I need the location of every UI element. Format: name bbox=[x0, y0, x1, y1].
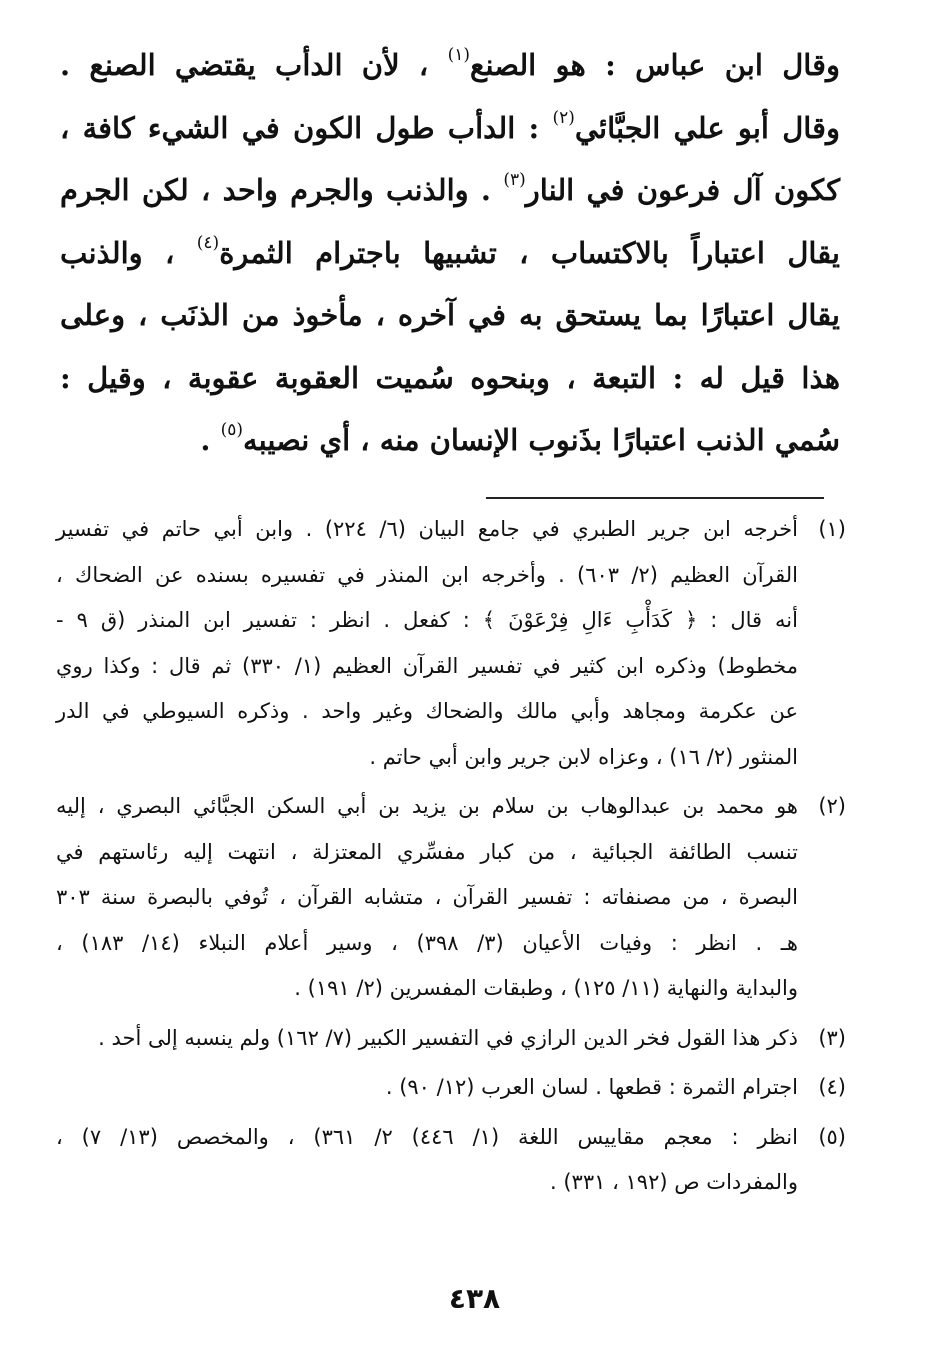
footnote-2 bbox=[56, 784, 846, 1012]
footnote-5 bbox=[56, 1115, 846, 1206]
footnote-ref[interactable]: (٥) bbox=[220, 420, 244, 441]
footnote-line: البصرة ، من مصنفاته : تفسير القرآن ، متشابه القرآن ، تُوفي بالبصرة سنة ٣٠٣ bbox=[56, 885, 798, 909]
footnote-ref[interactable]: (٢) bbox=[552, 107, 575, 128]
footnote-number: (٣) bbox=[818, 1025, 846, 1050]
footnote-4 bbox=[56, 1065, 846, 1111]
footnote-1 bbox=[56, 507, 846, 780]
footnote-line: هو محمد بن عبدالوهاب بن سلام بن يزيد بن أبي السكن الجبَّائي البصري ، إليه bbox=[56, 794, 798, 818]
main-line: ككون آل فرعون في النار$^{(٣)}$ . والذنب والجرم واحد ، لكن الجرم bbox=[60, 170, 841, 207]
main-line: هذا قيل له : التبعة ، وبنحوه سُميت العقوبة عقوبة ، وقيل : bbox=[60, 360, 840, 395]
footnote-body bbox=[56, 1115, 798, 1206]
footnote-ref[interactable]: (١) bbox=[447, 45, 471, 66]
main-line: يقال اعتبارًا بما يستحق به في آخره ، مأخوذ من الذنَب ، وعلى bbox=[60, 298, 840, 332]
footnote-number: (٥) bbox=[818, 1124, 846, 1149]
page-number: ٤٣٨ bbox=[448, 1282, 501, 1315]
footnote-line: ذكر هذا القول فخر الدين الرازي في التفسير الكبير (٧/ ١٦٢) ولم ينسبه إلى أحد . bbox=[98, 1025, 798, 1050]
main-line: وقال ابن عباس : هو الصنع$^{(١)}$ ، لأن الدأب يقتضي الصنع . bbox=[60, 45, 840, 82]
footnote-line: والمفردات ص (١٩٢ ، ٣٣١) . bbox=[550, 1170, 798, 1194]
footnote-number: (٤) bbox=[818, 1075, 846, 1099]
footnote-line: مخطوط) وذكره ابن كثير في تفسير القرآن العظيم (١/ ٣٣٠) ثم قال : وكذا روي bbox=[56, 653, 798, 678]
footnote-line: أنه قال : ﴿ كَدَأْبِ ءَالِ فِرْعَوْنَ ﴾ : كفعل . انظر : تفسير ابن المنذر (ق ٩ - bbox=[56, 608, 798, 632]
footnote-number: (١) bbox=[818, 517, 846, 541]
footnotes-section bbox=[56, 507, 846, 1210]
footnote-line: القرآن العظيم (٢/ ٦٠٣) . وأخرجه ابن المنذر في تفسيره بسنده عن الضحاك ، bbox=[56, 562, 798, 587]
footnote-3 bbox=[56, 1016, 846, 1062]
main-line: يقال اعتباراً بالاكتساب ، تشبيها باجترام الثمرة$^{(٤)}$ ، والذنب bbox=[60, 232, 840, 270]
main-text-block bbox=[60, 34, 840, 472]
footnote-number: (٢) bbox=[818, 794, 846, 818]
footnote-line: انظر : معجم مقاييس اللغة (١/ ٤٤٦) ٢/ ٣٦١) ، والمخصص (١٣/ ٧) ، bbox=[56, 1124, 798, 1149]
footnote-body bbox=[56, 507, 798, 780]
footnote-body bbox=[56, 784, 798, 1012]
footnote-line: المنثور (٢/ ١٦) ، وعزاه لابن جرير وابن أبي حاتم . bbox=[369, 744, 798, 769]
footnote-line: عن عكرمة ومجاهد وأبي مالك والضحاك وغير واحد . وذكره السيوطي في الدر bbox=[56, 699, 798, 723]
footnote-line: تنسب الطائفة الجبائية ، من كبار مفسِّري المعتزلة ، انتهت إليه رئاستهم في bbox=[56, 839, 798, 864]
footnote-body bbox=[56, 1065, 798, 1111]
main-line: وقال أبو علي الجبَّائي$^{(٢)}$ : الدأب طول الكون في الشيء كافة ، bbox=[60, 107, 840, 145]
footnote-line: والبداية والنهاية (١١/ ١٢٥) ، وطبقات المفسرين (٢/ ١٩١) . bbox=[294, 976, 798, 1000]
footnote-body bbox=[56, 1016, 798, 1062]
footnote-ref[interactable]: (٤) bbox=[196, 232, 220, 253]
main-line: سُمي الذنب اعتبارًا بذَنوب الإنسان منه ، أي نصيبه$^{(٥)}$ . bbox=[200, 420, 840, 457]
footnote-line: أخرجه ابن جرير الطبري في جامع البيان (٦/ ٢٢٤) . وابن أبي حاتم في تفسير bbox=[56, 517, 798, 541]
footnote-line: هـ . انظر : وفيات الأعيان (٣/ ٣٩٨) ، وسير أعلام النبلاء (١٤/ ١٨٣) ، bbox=[56, 930, 798, 955]
footnote-divider bbox=[486, 497, 824, 499]
footnote-ref[interactable]: (٣) bbox=[503, 170, 526, 191]
footnote-line: اجترام الثمرة : قطعها . لسان العرب (١٢/ ٩٠) . bbox=[385, 1075, 798, 1099]
